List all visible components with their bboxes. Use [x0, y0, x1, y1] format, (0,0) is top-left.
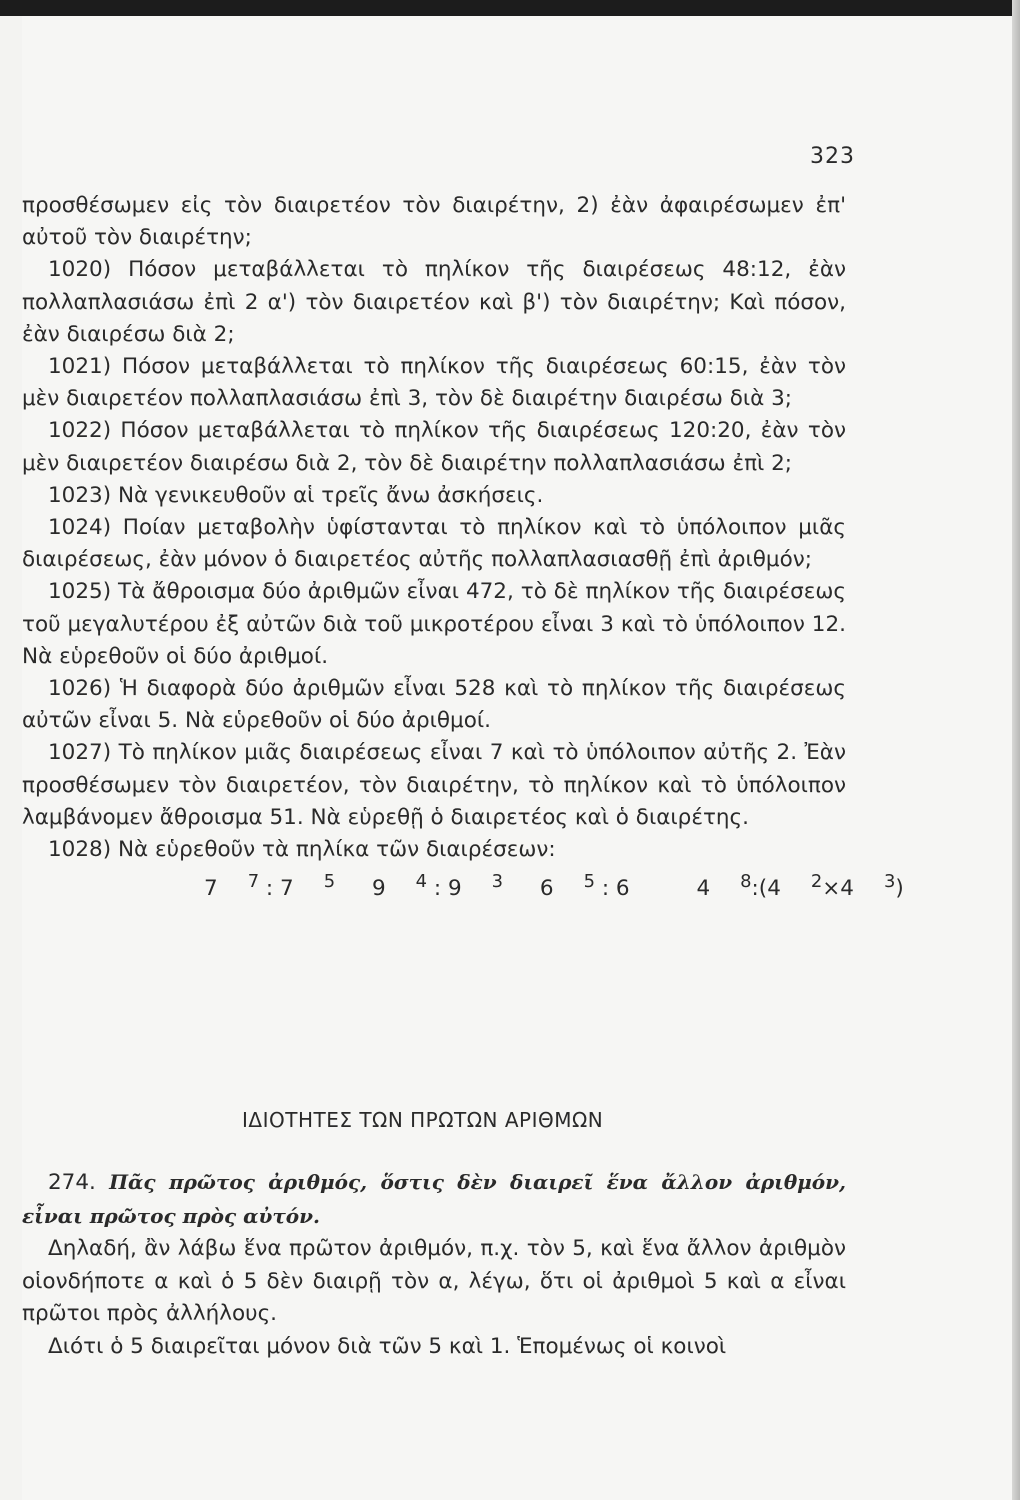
theorem-number: 274. — [48, 1170, 96, 1195]
exercise-1026: 1026) Ἡ διαφορὰ δύο ἀριθμῶν εἶναι 528 καὶ τὸ πηλίκον τῆς διαιρέσεως αὐτῶν εἶναι 5. Νὰ εὑρεθοῦν οἱ δύο ἀριθμοί. — [22, 676, 846, 734]
formula-4: 4 $^8$:(4 $^2$×4 $^3$) — [696, 871, 904, 902]
exercise-1027: 1027) Τὸ πηλίκον μιᾶς διαιρέσεως εἶναι 7 καὶ τὸ ὑπόλοιπον αὐτῆς 2. Ἐὰν προσθέσωμεν τὸν διαιρετέον, τὸν διαιρέτην, τὸ πηλίκον καὶ τὸ ὑπόλοιπον λαμβάνομεν ἄθροισμα 51. Νὰ εὑρεθῇ ὁ διαιρετέος καὶ ὁ διαιρέτης. — [22, 740, 846, 830]
exercise-1025: 1025) Τὰ ἄθροισμα δύο ἀριθμῶν εἶναι 472, τὸ δὲ πηλίκον τῆς διαιρέσεως τοῦ μεγαλυτέρου ἐξ αὐτῶν διὰ τοῦ μικροτέρου εἶναι 3 καὶ τὸ ὑπόλοιπον 12. Νὰ εὑρεθοῦν οἱ δύο ἀριθμοί. — [22, 579, 846, 669]
theorem-274 — [22, 1166, 846, 1233]
exercise-list — [22, 190, 904, 906]
formula-2: 9 $^4$ : 9 $^3$ — [371, 871, 504, 902]
proof-paragraph: Διότι ὁ 5 διαιρεῖται μόνον διὰ τῶν 5 καὶ 1. Ἑπομένως οἱ κοινοὶ — [48, 1333, 727, 1359]
book-page — [22, 16, 1012, 1500]
exercise-1020: 1020) Πόσον μεταβάλλεται τὸ πηλίκον τῆς διαιρέσεως 48:12, ἐὰν πολλαπλασιάσω ἐπὶ 2 α') τὸν διαιρετέον καὶ β') τὸν διαιρέτην; Καὶ πόσον, ἐὰν διαιρέσω διὰ 2; — [22, 257, 846, 347]
exercise-1028: 1028) Νὰ εὑρεθοῦν τὰ πηλίκα τῶν διαιρέσεων: — [48, 837, 556, 863]
scan-edge-right — [1012, 0, 1020, 1500]
section-body — [22, 1166, 846, 1364]
exercise-1022: 1022) Πόσον μεταβάλλεται τὸ πηλίκον τῆς διαιρέσεως 120:20, ἐὰν τὸν μὲν διαιρετέον διαιρέσω διὰ 2, τὸν δὲ διαιρέτην πολλαπλασιάσω ἐπὶ 2; — [22, 418, 846, 476]
scan-edge-top — [0, 0, 1020, 16]
explanation-paragraph: Δηλαδή, ἂν λάβω ἕνα πρῶτον ἀριθμόν, π.χ. τὸν 5, καὶ ἕνα ἄλλον ἀριθμὸν οἱονδήποτε α καὶ ὁ 5 δὲν διαιρῇ τὸν α, λέγω, ὅτι οἱ ἀριθμοὶ 5 καὶ α εἶναι πρῶτοι πρὸς ἀλλήλους. — [22, 1236, 846, 1327]
theorem-statement: Πᾶς πρῶτος ἀριθμός, ὅστις δὲν διαιρεῖ ἕνα ἄλλον ἀριθμόν, εἶναι πρῶτος πρὸς αὐτόν. — [22, 1170, 846, 1228]
page-number: 323 — [810, 144, 855, 169]
exercise-1023: 1023) Νὰ γενικευθοῦν αἱ τρεῖς ἄνω ἀσκήσεις. — [48, 482, 544, 508]
exercise-1021: 1021) Πόσον μεταβάλλεται τὸ πηλίκον τῆς διαιρέσεως 60:15, ἐὰν τὸν μὲν διαιρετέον πολλαπλασιάσω ἐπὶ 3, τὸν δὲ διαιρέτην διαιρέσω διὰ 3; — [22, 354, 846, 412]
formula-row — [22, 866, 904, 905]
section-heading: ΙΔΙΟΤΗΤΕΣ ΤΩΝ ΠΡΩΤΩΝ ΑΡΙΘΜΩΝ — [242, 1108, 604, 1132]
exercise-1024: 1024) Ποίαν μεταβολὴν ὑφίστανται τὸ πηλίκον καὶ τὸ ὑπόλοιπον μιᾶς διαιρέσεως, ἐὰν μόνον ὁ διαιρετέος αὐτῆς πολλαπλασιασθῇ ἐπὶ ἀριθμόν; — [22, 515, 846, 573]
formula-3: 6 $^5$ : 6 — [539, 871, 630, 902]
exercise-1019-continuation: προσθέσωμεν εἰς τὸν διαιρετέον τὸν διαιρέτην, 2) ἐὰν ἀφαιρέσωμεν ἐπ' αὐτοῦ τὸν διαιρέτην; — [22, 193, 846, 251]
formula-1: 7 $^7$ : 7 $^5$ — [204, 871, 336, 902]
